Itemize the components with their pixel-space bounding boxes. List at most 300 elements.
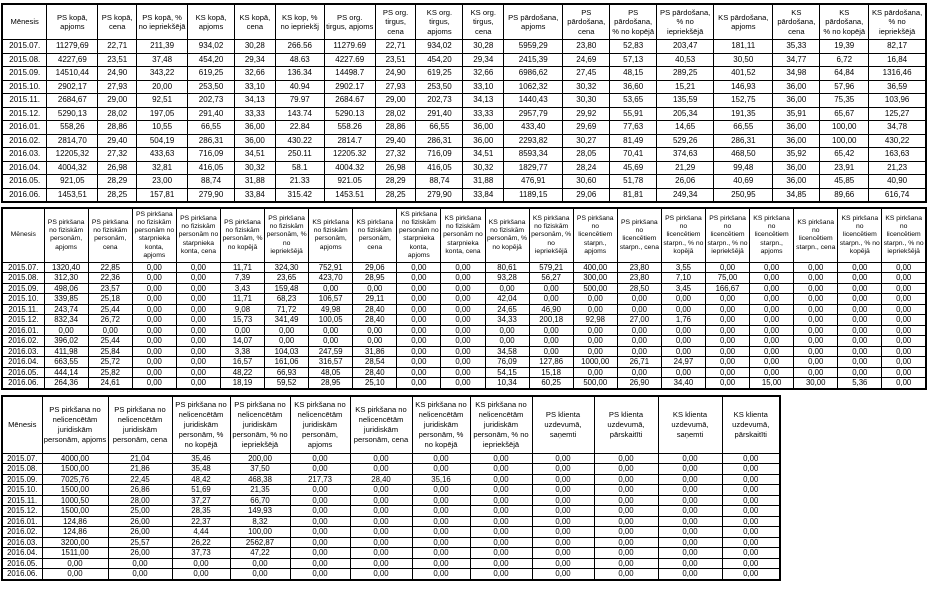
value-cell: 2684.67 — [324, 94, 375, 108]
value-cell: 253,50 — [416, 80, 463, 94]
value-cell: 0,00 — [661, 336, 705, 347]
value-cell: 0,00 — [309, 283, 353, 294]
value-cell: 26,72 — [88, 315, 132, 326]
month-cell: 2015.10. — [2, 80, 47, 94]
value-cell: 0,00 — [132, 367, 176, 378]
column-header: KS pārdošana, % no kopējā — [820, 4, 869, 40]
value-cell: 5959,29 — [504, 40, 563, 54]
value-cell: 0,00 — [882, 315, 926, 326]
month-cell: 2016.06. — [2, 569, 42, 580]
value-cell: 28,86 — [375, 121, 416, 135]
month-cell: 2015.07. — [2, 262, 44, 273]
value-cell: 423,70 — [309, 273, 353, 284]
value-cell: 0,00 — [132, 336, 176, 347]
value-cell: 0,00 — [794, 315, 838, 326]
value-cell: 0,00 — [397, 283, 441, 294]
value-cell: 0,00 — [658, 506, 722, 517]
table-row — [2, 94, 926, 108]
value-cell: 30,32 — [234, 161, 275, 175]
header-row — [2, 396, 780, 454]
value-cell: 0,00 — [353, 336, 397, 347]
value-cell: 0,00 — [350, 537, 412, 548]
table-row — [2, 53, 926, 67]
value-cell: 0,00 — [838, 357, 882, 368]
value-cell: 10,34 — [485, 378, 529, 389]
table-row — [2, 294, 926, 305]
value-cell: 0,00 — [176, 367, 220, 378]
value-cell: 92,98 — [573, 315, 617, 326]
value-cell: 0,00 — [412, 548, 470, 559]
month-cell: 2016.01. — [2, 121, 47, 135]
table-row — [2, 516, 780, 527]
value-cell: 0,00 — [658, 548, 722, 559]
value-cell: 28,05 — [563, 148, 610, 162]
month-cell: 2015.11. — [2, 304, 44, 315]
value-cell: 136.34 — [275, 67, 324, 81]
value-cell: 454,20 — [188, 53, 235, 67]
value-cell: 26,98 — [375, 161, 416, 175]
value-cell: 11279,69 — [47, 40, 98, 54]
value-cell: 27,45 — [563, 67, 610, 81]
value-cell: 0,00 — [794, 336, 838, 347]
value-cell: 0,00 — [594, 495, 658, 506]
value-cell: 34,77 — [773, 53, 820, 67]
column-header: KS pirkšana no fiziskām personām, % no kopējā — [485, 208, 529, 262]
value-cell: 2814,70 — [47, 134, 98, 148]
month-column-header: Mēnesis — [2, 396, 42, 454]
value-cell: 0,00 — [88, 325, 132, 336]
table-row — [2, 548, 780, 559]
value-cell: 0,00 — [838, 367, 882, 378]
value-cell: 0,00 — [882, 336, 926, 347]
value-cell: 66,93 — [265, 367, 309, 378]
value-cell: 0,00 — [397, 315, 441, 326]
value-cell: 312,30 — [44, 273, 88, 284]
value-cell: 0,00 — [722, 537, 780, 548]
value-cell: 1500,00 — [42, 464, 108, 475]
value-cell: 0,00 — [350, 569, 412, 580]
value-cell: 29,00 — [98, 94, 137, 108]
table-row — [2, 121, 926, 135]
value-cell: 25,00 — [108, 506, 172, 517]
value-cell: 0,00 — [441, 325, 485, 336]
table-row — [2, 80, 926, 94]
month-cell: 2016.04. — [2, 161, 47, 175]
value-cell: 28,29 — [98, 175, 137, 189]
value-cell: 0,00 — [350, 453, 412, 464]
value-cell: 0,00 — [44, 325, 88, 336]
value-cell: 157,81 — [137, 188, 188, 202]
value-cell: 0,00 — [532, 506, 594, 517]
value-cell: 0,00 — [176, 357, 220, 368]
value-cell: 20,00 — [137, 80, 188, 94]
table-row — [2, 273, 926, 284]
table-row — [2, 304, 926, 315]
value-cell: 60,25 — [529, 378, 573, 389]
value-cell: 0,00 — [838, 273, 882, 284]
value-cell: 0,00 — [441, 283, 485, 294]
value-cell: 0,00 — [705, 336, 749, 347]
value-cell: 30,60 — [563, 175, 610, 189]
column-header: PS pirkšana no fiziskām personām no starpnieka konta, cena — [176, 208, 220, 262]
column-header: PS org. tirgus, cena — [375, 4, 416, 40]
value-cell: 166,67 — [705, 283, 749, 294]
value-cell: 64,84 — [820, 67, 869, 81]
value-cell: 191,35 — [714, 107, 773, 121]
value-cell: 1440,43 — [504, 94, 563, 108]
value-cell: 14510,44 — [47, 67, 98, 81]
column-header: PS pirkšana no fiziskām personām, cena — [88, 208, 132, 262]
value-cell: 0,00 — [441, 315, 485, 326]
value-cell: 0,00 — [722, 569, 780, 580]
value-cell: 0,00 — [594, 453, 658, 464]
value-cell: 100,00 — [230, 527, 290, 538]
value-cell: 0,00 — [750, 283, 794, 294]
column-header: PS pirkšana no fiziskām personām, % no kopējā — [220, 208, 264, 262]
value-cell: 0,00 — [412, 495, 470, 506]
value-cell: 34,51 — [234, 148, 275, 162]
value-cell: 4004,32 — [47, 161, 98, 175]
value-cell: 0,00 — [705, 357, 749, 368]
value-cell: 0,00 — [573, 346, 617, 357]
value-cell: 0,00 — [350, 464, 412, 475]
table-row — [2, 188, 926, 202]
value-cell: 27,00 — [617, 315, 661, 326]
value-cell: 0,00 — [794, 294, 838, 305]
value-cell: 468,38 — [230, 474, 290, 485]
value-cell: 2814.7 — [324, 134, 375, 148]
purchases-legal-entities-table — [1, 395, 781, 581]
value-cell: 0,00 — [594, 516, 658, 527]
value-cell: 25,84 — [88, 346, 132, 357]
value-cell: 29,40 — [375, 134, 416, 148]
month-cell: 2015.08. — [2, 464, 42, 475]
value-cell: 28,54 — [353, 357, 397, 368]
value-cell: 146,93 — [714, 80, 773, 94]
value-cell: 0,00 — [838, 294, 882, 305]
value-cell: 28,95 — [353, 273, 397, 284]
value-cell: 21,35 — [230, 485, 290, 496]
value-cell: 23,91 — [820, 161, 869, 175]
value-cell: 0,00 — [722, 516, 780, 527]
value-cell: 28,02 — [375, 107, 416, 121]
value-cell: 36,60 — [610, 80, 657, 94]
value-cell: 55,91 — [610, 107, 657, 121]
value-cell: 70,41 — [610, 148, 657, 162]
value-cell: 416,05 — [188, 161, 235, 175]
value-cell: 71,72 — [265, 304, 309, 315]
table-row — [2, 107, 926, 121]
value-cell: 16,57 — [220, 357, 264, 368]
value-cell: 2415,39 — [504, 53, 563, 67]
value-cell: 0,00 — [485, 336, 529, 347]
column-header: PS pirkšana no nelicencētām juridiskām personām, % no kopējā — [172, 396, 230, 454]
month-cell: 2015.08. — [2, 53, 47, 67]
value-cell: 0,00 — [750, 294, 794, 305]
value-cell: 0,00 — [290, 516, 350, 527]
value-cell: 0,00 — [132, 346, 176, 357]
value-cell: 34,78 — [869, 121, 926, 135]
value-cell: 27,93 — [375, 80, 416, 94]
value-cell: 29,11 — [353, 294, 397, 305]
value-cell: 36,59 — [869, 80, 926, 94]
value-cell: 401,52 — [714, 67, 773, 81]
value-cell: 0,00 — [794, 304, 838, 315]
month-cell: 2015.12. — [2, 107, 47, 121]
value-cell: 152,75 — [714, 94, 773, 108]
value-cell: 34,40 — [661, 378, 705, 389]
value-cell: 433,40 — [504, 121, 563, 135]
month-cell: 2015.07. — [2, 40, 47, 54]
value-cell: 40,90 — [869, 175, 926, 189]
value-cell: 0,00 — [470, 453, 532, 464]
table-row — [2, 453, 780, 464]
value-cell: 28,95 — [309, 378, 353, 389]
value-cell: 6,72 — [820, 53, 869, 67]
value-cell: 0,00 — [132, 378, 176, 389]
month-column-header: Mēnesis — [2, 4, 47, 40]
value-cell: 35,16 — [412, 474, 470, 485]
value-cell: 24,65 — [485, 304, 529, 315]
value-cell: 0,00 — [412, 506, 470, 517]
value-cell: 1511,00 — [42, 548, 108, 559]
table-row — [2, 506, 780, 517]
value-cell: 28,40 — [353, 315, 397, 326]
value-cell: 30,28 — [463, 40, 504, 54]
value-cell: 0,00 — [230, 569, 290, 580]
column-header: PS pirkšana no licencētiem starpn., % no iepriekšējā — [705, 208, 749, 262]
value-cell: 33,10 — [234, 80, 275, 94]
value-cell: 149,93 — [230, 506, 290, 517]
value-cell: 56,27 — [529, 273, 573, 284]
value-cell: 341,49 — [265, 315, 309, 326]
value-cell: 35,91 — [773, 107, 820, 121]
value-cell: 0,00 — [397, 378, 441, 389]
value-cell: 411,98 — [44, 346, 88, 357]
value-cell: 48,05 — [309, 367, 353, 378]
table-row — [2, 262, 926, 273]
value-cell: 0,00 — [441, 357, 485, 368]
value-cell: 0,00 — [882, 378, 926, 389]
value-cell: 0,00 — [573, 294, 617, 305]
value-cell: 34,13 — [234, 94, 275, 108]
table-row — [2, 346, 926, 357]
value-cell: 0,00 — [882, 325, 926, 336]
month-cell: 2015.09. — [2, 67, 47, 81]
value-cell: 300,00 — [573, 273, 617, 284]
value-cell: 23,57 — [88, 283, 132, 294]
value-cell: 33,10 — [463, 80, 504, 94]
value-cell: 21,29 — [657, 161, 714, 175]
value-cell: 29,40 — [98, 134, 137, 148]
value-cell: 291,40 — [188, 107, 235, 121]
value-cell: 0,00 — [617, 336, 661, 347]
value-cell: 48,22 — [220, 367, 264, 378]
month-cell: 2015.07. — [2, 453, 42, 464]
value-cell: 0,00 — [532, 516, 594, 527]
value-cell: 22,45 — [108, 474, 172, 485]
table-row — [2, 325, 926, 336]
value-cell: 396,02 — [44, 336, 88, 347]
value-cell: 0,00 — [441, 294, 485, 305]
value-cell: 22,85 — [88, 262, 132, 273]
value-cell: 23,00 — [137, 175, 188, 189]
value-cell: 0,00 — [176, 336, 220, 347]
value-cell: 0,00 — [882, 346, 926, 357]
month-cell: 2016.03. — [2, 537, 42, 548]
month-cell: 2015.11. — [2, 495, 42, 506]
month-cell: 2016.02. — [2, 527, 42, 538]
value-cell: 181,11 — [714, 40, 773, 54]
value-cell: 0,00 — [42, 569, 108, 580]
value-cell: 28,24 — [563, 161, 610, 175]
value-cell: 25,72 — [88, 357, 132, 368]
value-cell: 28,29 — [375, 175, 416, 189]
value-cell: 100,00 — [820, 134, 869, 148]
value-cell: 28,50 — [617, 283, 661, 294]
value-cell: 30,32 — [563, 80, 610, 94]
value-cell: 1000,50 — [42, 495, 108, 506]
column-header: KS org. tirgus, cena — [463, 4, 504, 40]
value-cell: 0,00 — [661, 367, 705, 378]
value-cell: 36,00 — [773, 175, 820, 189]
value-cell: 25,10 — [353, 378, 397, 389]
value-cell: 250,95 — [714, 188, 773, 202]
value-cell: 34,51 — [463, 148, 504, 162]
value-cell: 0,00 — [350, 527, 412, 538]
value-cell: 1453.51 — [324, 188, 375, 202]
value-cell: 0,00 — [750, 357, 794, 368]
value-cell: 34,98 — [773, 67, 820, 81]
value-cell: 80,61 — [485, 262, 529, 273]
value-cell: 46,90 — [529, 304, 573, 315]
value-cell: 0,00 — [532, 558, 594, 569]
value-cell: 0,00 — [290, 453, 350, 464]
value-cell: 0,00 — [290, 527, 350, 538]
value-cell: 663,55 — [44, 357, 88, 368]
value-cell: 66,55 — [188, 121, 235, 135]
value-cell: 0,00 — [470, 548, 532, 559]
value-cell: 416,05 — [416, 161, 463, 175]
value-cell: 0,00 — [722, 558, 780, 569]
value-cell: 476,91 — [504, 175, 563, 189]
value-cell: 0,00 — [441, 336, 485, 347]
value-cell: 0,00 — [722, 506, 780, 517]
value-cell: 200,18 — [529, 315, 573, 326]
column-header: PS pirkšana no fiziskām personām, apjoms — [44, 208, 88, 262]
value-cell: 339,85 — [44, 294, 88, 305]
value-cell: 0,00 — [412, 537, 470, 548]
value-cell: 161,06 — [265, 357, 309, 368]
value-cell: 37,73 — [172, 548, 230, 559]
value-cell: 468,50 — [714, 148, 773, 162]
value-cell: 0,00 — [661, 325, 705, 336]
value-cell: 0,00 — [794, 325, 838, 336]
value-cell: 29,06 — [353, 262, 397, 273]
value-cell: 0,00 — [532, 464, 594, 475]
value-cell: 0,00 — [794, 367, 838, 378]
value-cell: 752,91 — [309, 262, 353, 273]
value-cell: 0,00 — [290, 569, 350, 580]
value-cell: 1062,32 — [504, 80, 563, 94]
value-cell: 30,00 — [794, 378, 838, 389]
value-cell: 48,42 — [172, 474, 230, 485]
value-cell: 88,74 — [416, 175, 463, 189]
month-cell: 2016.02. — [2, 134, 47, 148]
value-cell: 250.11 — [275, 148, 324, 162]
value-cell: 264,36 — [44, 378, 88, 389]
value-cell: 81,81 — [610, 188, 657, 202]
value-cell: 619,25 — [416, 67, 463, 81]
column-header: KS pirkšana no nelicencētām juridiskām personām, % no iepriekšējā — [470, 396, 532, 454]
month-cell: 2016.04. — [2, 357, 44, 368]
value-cell: 21,04 — [108, 453, 172, 464]
value-cell: 0,00 — [705, 262, 749, 273]
column-header: PS kopā, apjoms — [47, 4, 98, 40]
value-cell: 0,00 — [838, 262, 882, 273]
month-cell: 2015.09. — [2, 474, 42, 485]
value-cell: 0,00 — [470, 527, 532, 538]
value-cell: 934,02 — [416, 40, 463, 54]
value-cell: 0,00 — [532, 453, 594, 464]
value-cell: 3,43 — [220, 283, 264, 294]
value-cell: 75,00 — [705, 273, 749, 284]
value-cell: 104,03 — [265, 346, 309, 357]
value-cell: 49,98 — [309, 304, 353, 315]
value-cell: 28,25 — [98, 188, 137, 202]
value-cell: 579,21 — [529, 262, 573, 273]
value-cell: 291,40 — [416, 107, 463, 121]
value-cell: 34,58 — [485, 346, 529, 357]
value-cell: 3,38 — [220, 346, 264, 357]
value-cell: 27,93 — [98, 80, 137, 94]
table-row — [2, 40, 926, 54]
value-cell: 0,00 — [573, 367, 617, 378]
value-cell: 279,90 — [188, 188, 235, 202]
value-cell: 0,00 — [132, 357, 176, 368]
value-cell: 286,31 — [416, 134, 463, 148]
value-cell: 0,00 — [350, 516, 412, 527]
value-cell: 217,73 — [290, 474, 350, 485]
value-cell: 500,00 — [573, 283, 617, 294]
value-cell: 0,00 — [470, 506, 532, 517]
value-cell: 28,40 — [353, 367, 397, 378]
value-cell: 4000,00 — [42, 453, 108, 464]
value-cell: 0,00 — [594, 506, 658, 517]
column-header: KS pirkšana no fiziskām personām no starpnieka konta, apjoms — [397, 208, 441, 262]
value-cell: 100,00 — [820, 121, 869, 135]
value-cell: 0,00 — [838, 346, 882, 357]
table-row — [2, 485, 780, 496]
value-cell: 0,00 — [470, 495, 532, 506]
value-cell: 0,00 — [350, 506, 412, 517]
value-cell: 40,69 — [714, 175, 773, 189]
value-cell: 0,00 — [594, 485, 658, 496]
month-cell: 2016.01. — [2, 325, 44, 336]
header-row — [2, 4, 926, 40]
value-cell: 33,33 — [234, 107, 275, 121]
value-cell: 0,00 — [470, 569, 532, 580]
column-header: KS pirkšana no nelicencētām juridiskām personām, % no kopējā — [412, 396, 470, 454]
value-cell: 316,57 — [309, 357, 353, 368]
column-header: PS pārdošana, cena — [563, 4, 610, 40]
month-cell: 2016.03. — [2, 346, 44, 357]
value-cell: 0,00 — [617, 294, 661, 305]
value-cell: 35,92 — [773, 148, 820, 162]
month-cell: 2015.08. — [2, 273, 44, 284]
value-cell: 0,00 — [750, 325, 794, 336]
column-header: KS pirkšana no licencētiem starpn., % no kopējā — [838, 208, 882, 262]
